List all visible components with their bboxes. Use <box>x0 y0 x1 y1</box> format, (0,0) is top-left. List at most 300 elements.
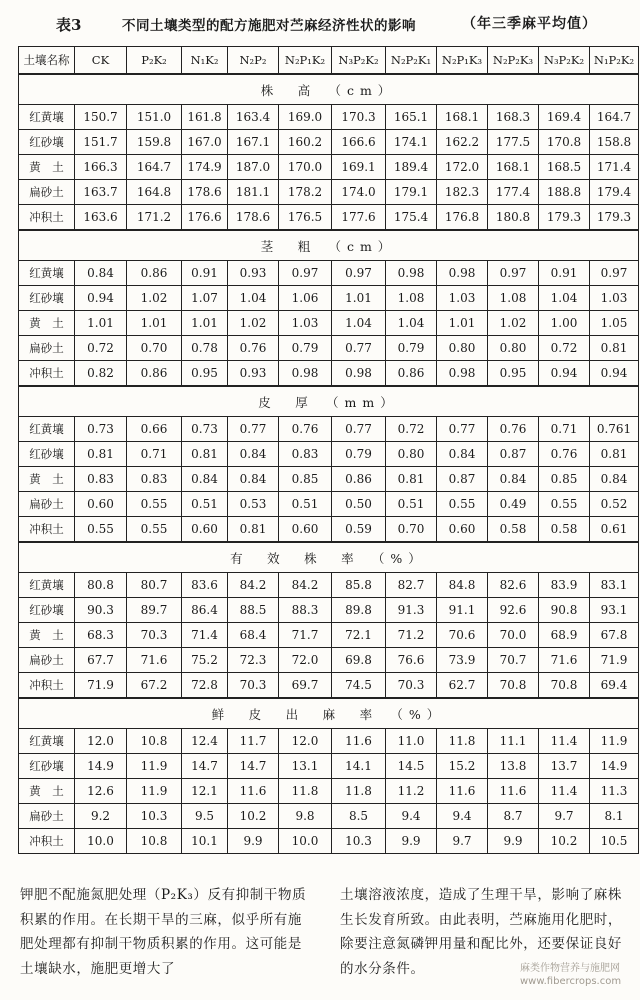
value-cell: 84.8 <box>437 573 488 598</box>
value-cell: 9.7 <box>539 804 590 829</box>
paragraph-right: 土壤溶液浓度，造成了生理干旱，影响了麻株生长发育所致。由此表明，苎麻施用化肥时，除要注意氮磷钾用量和配比外，还要保证良好的水分条件。 <box>340 887 622 977</box>
value-cell: 180.8 <box>488 205 539 231</box>
value-cell: 67.7 <box>75 648 127 673</box>
value-cell: 0.70 <box>127 336 182 361</box>
table-row <box>19 105 639 130</box>
soil-name-cell: 黄 土 <box>19 311 75 336</box>
value-cell: 11.9 <box>127 779 182 804</box>
value-cell: 0.71 <box>127 442 182 467</box>
value-cell: 0.55 <box>127 492 182 517</box>
value-cell: 166.3 <box>75 155 127 180</box>
value-cell: 83.1 <box>590 573 639 598</box>
soil-name-cell: 红黄壤 <box>19 573 75 598</box>
soil-name-cell: 红黄壤 <box>19 729 75 754</box>
value-cell: 0.83 <box>127 467 182 492</box>
value-cell: 67.8 <box>590 623 639 648</box>
value-cell: 176.6 <box>182 205 228 231</box>
value-cell: 1.04 <box>332 311 386 336</box>
value-cell: 175.4 <box>386 205 437 231</box>
value-cell: 75.2 <box>182 648 228 673</box>
header-soil-name: 土壤名称 <box>19 47 75 75</box>
value-cell: 71.7 <box>279 623 332 648</box>
value-cell: 83.9 <box>539 573 590 598</box>
value-cell: 62.7 <box>437 673 488 699</box>
soil-name-cell: 黄 土 <box>19 467 75 492</box>
table-row <box>19 467 639 492</box>
value-cell: 168.1 <box>437 105 488 130</box>
value-cell: 0.50 <box>332 492 386 517</box>
value-cell: 71.6 <box>127 648 182 673</box>
value-cell: 177.4 <box>488 180 539 205</box>
value-cell: 179.4 <box>590 180 639 205</box>
value-cell: 74.5 <box>332 673 386 699</box>
watermark-text: 麻类作物营养与施肥网 www.fibercrops.com <box>520 963 622 987</box>
value-cell: 0.60 <box>75 492 127 517</box>
value-cell: 9.9 <box>488 829 539 854</box>
table-row <box>19 492 639 517</box>
value-cell: 0.95 <box>182 361 228 387</box>
soil-name-cell: 扁砂土 <box>19 180 75 205</box>
table-row <box>19 754 639 779</box>
value-cell: 92.6 <box>488 598 539 623</box>
value-cell: 71.2 <box>386 623 437 648</box>
value-cell: 71.4 <box>182 623 228 648</box>
value-cell: 70.3 <box>228 673 279 699</box>
soil-name-cell: 扁砂土 <box>19 336 75 361</box>
value-cell: 0.84 <box>488 467 539 492</box>
value-cell: 10.1 <box>182 829 228 854</box>
soil-name-cell: 红黄壤 <box>19 105 75 130</box>
value-cell: 178.2 <box>279 180 332 205</box>
value-cell: 10.0 <box>279 829 332 854</box>
value-cell: 1.01 <box>332 286 386 311</box>
table-body <box>19 47 639 854</box>
table-row <box>19 180 639 205</box>
value-cell: 0.86 <box>127 361 182 387</box>
value-cell: 0.79 <box>386 336 437 361</box>
value-cell: 11.9 <box>127 754 182 779</box>
value-cell: 0.77 <box>332 417 386 442</box>
table-row <box>19 336 639 361</box>
value-cell: 168.5 <box>539 155 590 180</box>
value-cell: 0.98 <box>437 361 488 387</box>
soil-name-cell: 红砂壤 <box>19 442 75 467</box>
table-header-row <box>19 47 639 75</box>
table-row <box>19 155 639 180</box>
value-cell: 0.59 <box>332 517 386 543</box>
value-cell: 0.52 <box>590 492 639 517</box>
value-cell: 14.7 <box>182 754 228 779</box>
value-cell: 0.60 <box>279 517 332 543</box>
value-cell: 69.7 <box>279 673 332 699</box>
value-cell: 189.4 <box>386 155 437 180</box>
value-cell: 176.5 <box>279 205 332 231</box>
value-cell: 8.5 <box>332 804 386 829</box>
value-cell: 10.3 <box>332 829 386 854</box>
header-treatment: N₁P₂K₂ <box>590 47 639 75</box>
value-cell: 90.3 <box>75 598 127 623</box>
value-cell: 1.02 <box>127 286 182 311</box>
value-cell: 0.86 <box>386 361 437 387</box>
value-cell: 0.91 <box>539 261 590 286</box>
value-cell: 0.85 <box>539 467 590 492</box>
header-treatment: N₃P₂K₂ <box>332 47 386 75</box>
value-cell: 10.8 <box>127 729 182 754</box>
value-cell: 165.1 <box>386 105 437 130</box>
value-cell: 0.82 <box>75 361 127 387</box>
value-cell: 14.5 <box>386 754 437 779</box>
value-cell: 12.6 <box>75 779 127 804</box>
value-cell: 0.73 <box>182 417 228 442</box>
value-cell: 82.7 <box>386 573 437 598</box>
soil-name-cell: 扁砂土 <box>19 804 75 829</box>
value-cell: 11.6 <box>228 779 279 804</box>
section-row <box>19 386 639 417</box>
value-cell: 0.51 <box>182 492 228 517</box>
header-treatment: CK <box>75 47 127 75</box>
value-cell: 163.6 <box>75 205 127 231</box>
value-cell: 0.76 <box>488 417 539 442</box>
value-cell: 163.7 <box>75 180 127 205</box>
value-cell: 0.97 <box>332 261 386 286</box>
value-cell: 1.08 <box>386 286 437 311</box>
value-cell: 14.7 <box>228 754 279 779</box>
value-cell: 0.94 <box>590 361 639 387</box>
value-cell: 1.05 <box>590 311 639 336</box>
value-cell: 0.71 <box>539 417 590 442</box>
value-cell: 162.2 <box>437 130 488 155</box>
value-cell: 0.73 <box>75 417 127 442</box>
value-cell: 0.55 <box>127 517 182 543</box>
value-cell: 13.7 <box>539 754 590 779</box>
section-title: 鲜 皮 出 麻 率 （%） <box>19 698 639 729</box>
value-cell: 0.51 <box>279 492 332 517</box>
section-title: 有 效 株 率 （%） <box>19 542 639 573</box>
value-cell: 71.6 <box>539 648 590 673</box>
value-cell: 0.77 <box>437 417 488 442</box>
value-cell: 70.3 <box>386 673 437 699</box>
value-cell: 172.0 <box>437 155 488 180</box>
value-cell: 0.76 <box>279 417 332 442</box>
value-cell: 1.03 <box>590 286 639 311</box>
value-cell: 9.9 <box>228 829 279 854</box>
table-row <box>19 311 639 336</box>
value-cell: 70.6 <box>437 623 488 648</box>
value-cell: 0.51 <box>386 492 437 517</box>
value-cell: 0.76 <box>539 442 590 467</box>
soil-name-cell: 红砂壤 <box>19 754 75 779</box>
value-cell: 0.77 <box>332 336 386 361</box>
value-cell: 83.6 <box>182 573 228 598</box>
value-cell: 1.04 <box>386 311 437 336</box>
table-row <box>19 598 639 623</box>
value-cell: 159.8 <box>127 130 182 155</box>
value-cell: 0.91 <box>182 261 228 286</box>
value-cell: 0.84 <box>228 442 279 467</box>
value-cell: 0.72 <box>539 336 590 361</box>
value-cell: 12.1 <box>182 779 228 804</box>
value-cell: 14.1 <box>332 754 386 779</box>
value-cell: 11.3 <box>590 779 639 804</box>
value-cell: 171.4 <box>590 155 639 180</box>
value-cell: 167.0 <box>182 130 228 155</box>
soil-name-cell: 冲积土 <box>19 205 75 231</box>
value-cell: 188.8 <box>539 180 590 205</box>
value-cell: 166.6 <box>332 130 386 155</box>
value-cell: 0.58 <box>488 517 539 543</box>
value-cell: 0.81 <box>75 442 127 467</box>
table-row <box>19 442 639 467</box>
header-treatment: N₃P₂K₂ <box>539 47 590 75</box>
table-row <box>19 261 639 286</box>
value-cell: 182.3 <box>437 180 488 205</box>
value-cell: 0.78 <box>182 336 228 361</box>
value-cell: 181.1 <box>228 180 279 205</box>
value-cell: 88.5 <box>228 598 279 623</box>
value-cell: 0.55 <box>437 492 488 517</box>
value-cell: 9.5 <box>182 804 228 829</box>
value-cell: 171.2 <box>127 205 182 231</box>
value-cell: 161.8 <box>182 105 228 130</box>
value-cell: 1.01 <box>437 311 488 336</box>
value-cell: 0.95 <box>488 361 539 387</box>
value-cell: 1.04 <box>228 286 279 311</box>
value-cell: 86.4 <box>182 598 228 623</box>
value-cell: 11.4 <box>539 779 590 804</box>
value-cell: 179.3 <box>590 205 639 231</box>
value-cell: 13.8 <box>488 754 539 779</box>
value-cell: 0.55 <box>75 517 127 543</box>
table-row <box>19 673 639 699</box>
value-cell: 89.8 <box>332 598 386 623</box>
value-cell: 150.7 <box>75 105 127 130</box>
value-cell: 0.72 <box>75 336 127 361</box>
header-treatment: N₂P₁K₂ <box>279 47 332 75</box>
value-cell: 0.87 <box>488 442 539 467</box>
section-row <box>19 542 639 573</box>
paragraph-left: 钾肥不配施氮肥处理（P₂K₃）反有抑制干物质积累的作用。在长期干旱的三麻，似乎所有施肥处理都有抑制干物质积累的作用。这可能是土壤缺水，施肥更增大了 <box>20 887 307 977</box>
value-cell: 1.01 <box>75 311 127 336</box>
value-cell: 0.97 <box>488 261 539 286</box>
value-cell: 9.2 <box>75 804 127 829</box>
value-cell: 90.8 <box>539 598 590 623</box>
value-cell: 10.2 <box>228 804 279 829</box>
value-cell: 0.87 <box>437 467 488 492</box>
value-cell: 89.7 <box>127 598 182 623</box>
value-cell: 151.0 <box>127 105 182 130</box>
value-cell: 176.8 <box>437 205 488 231</box>
value-cell: 0.84 <box>228 467 279 492</box>
value-cell: 1.02 <box>228 311 279 336</box>
soil-name-cell: 红砂壤 <box>19 286 75 311</box>
value-cell: 11.8 <box>437 729 488 754</box>
soil-name-cell: 扁砂土 <box>19 492 75 517</box>
value-cell: 67.2 <box>127 673 182 699</box>
value-cell: 0.94 <box>539 361 590 387</box>
data-table <box>18 46 639 854</box>
section-row <box>19 230 639 261</box>
soil-name-cell: 冲积土 <box>19 829 75 854</box>
value-cell: 0.81 <box>590 336 639 361</box>
value-cell: 170.8 <box>539 130 590 155</box>
value-cell: 12.0 <box>75 729 127 754</box>
value-cell: 167.1 <box>228 130 279 155</box>
value-cell: 8.1 <box>590 804 639 829</box>
value-cell: 84.2 <box>279 573 332 598</box>
table-caption: 不同土壤类型的配方施肥对苎麻经济性状的影响 <box>122 18 416 34</box>
value-cell: 1.08 <box>488 286 539 311</box>
value-cell: 168.1 <box>488 155 539 180</box>
table-row <box>19 573 639 598</box>
value-cell: 68.4 <box>228 623 279 648</box>
value-cell: 174.9 <box>182 155 228 180</box>
section-title: 茎 粗 （cm） <box>19 230 639 261</box>
value-cell: 1.07 <box>182 286 228 311</box>
value-cell: 84.2 <box>228 573 279 598</box>
value-cell: 76.6 <box>386 648 437 673</box>
value-cell: 11.6 <box>437 779 488 804</box>
value-cell: 0.86 <box>332 467 386 492</box>
value-cell: 68.9 <box>539 623 590 648</box>
value-cell: 91.1 <box>437 598 488 623</box>
value-cell: 72.3 <box>228 648 279 673</box>
value-cell: 0.77 <box>228 417 279 442</box>
value-cell: 151.7 <box>75 130 127 155</box>
value-cell: 14.9 <box>590 754 639 779</box>
header-treatment: N₂P₂K₁ <box>386 47 437 75</box>
value-cell: 9.9 <box>386 829 437 854</box>
value-cell: 0.81 <box>182 442 228 467</box>
value-cell: 11.1 <box>488 729 539 754</box>
value-cell: 11.7 <box>228 729 279 754</box>
value-cell: 0.80 <box>437 336 488 361</box>
value-cell: 164.8 <box>127 180 182 205</box>
value-cell: 10.3 <box>127 804 182 829</box>
table-row <box>19 517 639 543</box>
value-cell: 68.3 <box>75 623 127 648</box>
value-cell: 91.3 <box>386 598 437 623</box>
value-cell: 1.00 <box>539 311 590 336</box>
value-cell: 12.0 <box>279 729 332 754</box>
value-cell: 85.8 <box>332 573 386 598</box>
table-row <box>19 779 639 804</box>
table-number: 表3 <box>56 16 82 34</box>
table-row <box>19 286 639 311</box>
value-cell: 9.8 <box>279 804 332 829</box>
value-cell: 70.0 <box>488 623 539 648</box>
value-cell: 0.97 <box>279 261 332 286</box>
value-cell: 13.1 <box>279 754 332 779</box>
soil-name-cell: 红黄壤 <box>19 261 75 286</box>
value-cell: 0.60 <box>182 517 228 543</box>
value-cell: 0.80 <box>488 336 539 361</box>
value-cell: 70.8 <box>488 673 539 699</box>
value-cell: 70.7 <box>488 648 539 673</box>
value-cell: 164.7 <box>590 105 639 130</box>
header-treatment: N₂P₁K₃ <box>437 47 488 75</box>
table-row <box>19 729 639 754</box>
value-cell: 9.4 <box>386 804 437 829</box>
value-cell: 69.4 <box>590 673 639 699</box>
table-row <box>19 829 639 854</box>
value-cell: 174.1 <box>386 130 437 155</box>
value-cell: 69.8 <box>332 648 386 673</box>
value-cell: 0.84 <box>590 467 639 492</box>
value-cell: 0.85 <box>279 467 332 492</box>
soil-name-cell: 冲积土 <box>19 517 75 543</box>
value-cell: 178.6 <box>228 205 279 231</box>
header-treatment: N₂P₂ <box>228 47 279 75</box>
value-cell: 0.76 <box>228 336 279 361</box>
value-cell: 179.1 <box>386 180 437 205</box>
value-cell: 0.98 <box>437 261 488 286</box>
value-cell: 11.9 <box>590 729 639 754</box>
value-cell: 93.1 <box>590 598 639 623</box>
value-cell: 73.9 <box>437 648 488 673</box>
soil-name-cell: 扁砂土 <box>19 648 75 673</box>
header-treatment: N₁K₂ <box>182 47 228 75</box>
value-cell: 177.6 <box>332 205 386 231</box>
value-cell: 169.4 <box>539 105 590 130</box>
value-cell: 187.0 <box>228 155 279 180</box>
value-cell: 0.98 <box>332 361 386 387</box>
value-cell: 0.86 <box>127 261 182 286</box>
value-cell: 178.6 <box>182 180 228 205</box>
value-cell: 169.1 <box>332 155 386 180</box>
value-cell: 0.94 <box>75 286 127 311</box>
value-cell: 1.01 <box>182 311 228 336</box>
value-cell: 72.0 <box>279 648 332 673</box>
value-cell: 82.6 <box>488 573 539 598</box>
section-row <box>19 74 639 105</box>
value-cell: 1.01 <box>127 311 182 336</box>
value-cell: 1.03 <box>437 286 488 311</box>
value-cell: 0.53 <box>228 492 279 517</box>
value-cell: 160.2 <box>279 130 332 155</box>
value-cell: 8.7 <box>488 804 539 829</box>
table-note: （年三季麻平均值） <box>462 16 597 32</box>
value-cell: 163.4 <box>228 105 279 130</box>
table-row <box>19 130 639 155</box>
value-cell: 0.60 <box>437 517 488 543</box>
value-cell: 10.5 <box>590 829 639 854</box>
value-cell: 9.4 <box>437 804 488 829</box>
value-cell: 0.93 <box>228 361 279 387</box>
value-cell: 70.3 <box>127 623 182 648</box>
table-row <box>19 804 639 829</box>
value-cell: 1.04 <box>539 286 590 311</box>
value-cell: 80.7 <box>127 573 182 598</box>
value-cell: 11.8 <box>279 779 332 804</box>
soil-name-cell: 黄 土 <box>19 623 75 648</box>
value-cell: 71.9 <box>75 673 127 699</box>
value-cell: 0.81 <box>386 467 437 492</box>
table-row <box>19 623 639 648</box>
value-cell: 174.0 <box>332 180 386 205</box>
value-cell: 11.6 <box>332 729 386 754</box>
value-cell: 0.55 <box>539 492 590 517</box>
value-cell: 14.9 <box>75 754 127 779</box>
value-cell: 177.5 <box>488 130 539 155</box>
value-cell: 0.84 <box>75 261 127 286</box>
value-cell: 11.2 <box>386 779 437 804</box>
value-cell: 72.8 <box>182 673 228 699</box>
section-title: 株 高 （cm） <box>19 74 639 105</box>
value-cell: 0.61 <box>590 517 639 543</box>
soil-name-cell: 冲积土 <box>19 673 75 699</box>
section-row <box>19 698 639 729</box>
value-cell: 12.4 <box>182 729 228 754</box>
